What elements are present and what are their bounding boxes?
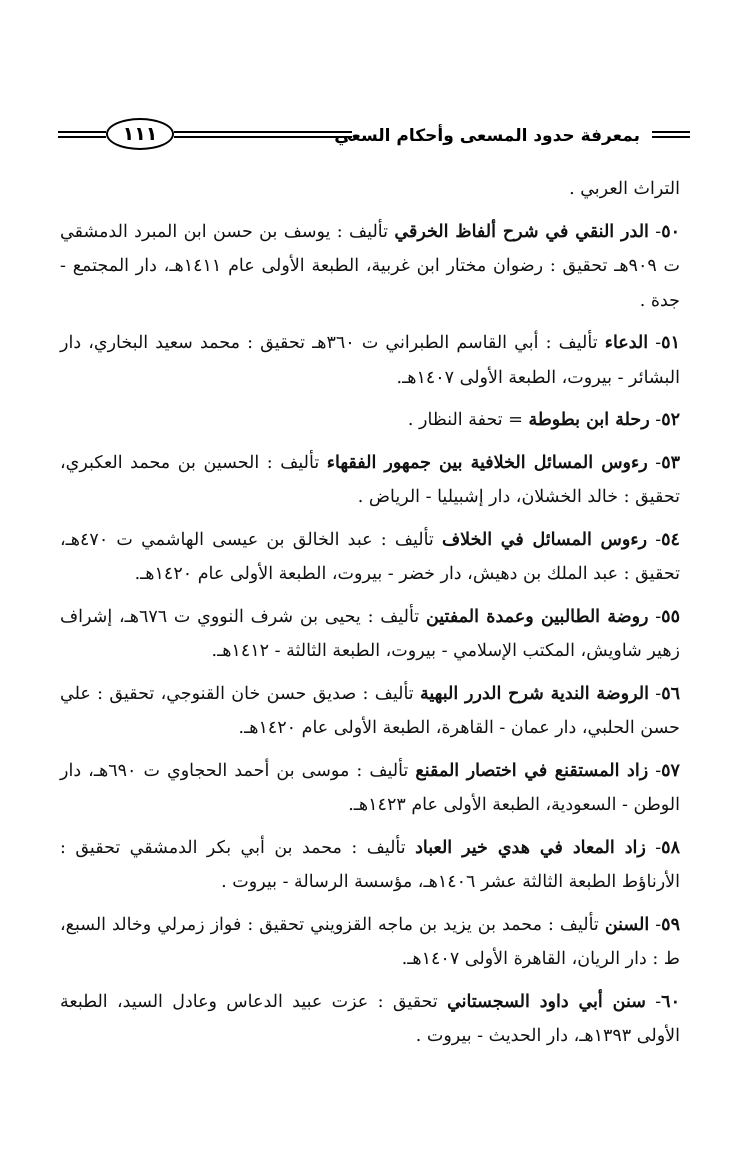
entry-title: الدعاء (604, 333, 649, 353)
bibliography-entry: ٥٧- زاد المستقنع في اختصار المقنع تأليف : موسى بن أحمد الحجاوي ت ٦٩٠هـ، دار الوطن - السعودية، الطبعة الأولى عام ١٤٢٣هـ. (60, 760, 680, 815)
entry-title: الدر النقي في شرح ألفاظ الخرقي (394, 221, 649, 242)
bibliography-entry: ٥٩- السنن تأليف : محمد بن يزيد بن ماجه القزويني تحقيق : فواز زمرلي وخالد السبع، ط : دار الريان، القاهرة الأولى ١٤٠٧هـ. (60, 914, 680, 969)
bibliography-entry: ٥٢- رحلة ابن بطوطة = تحفة النظار . (407, 410, 680, 430)
bibliography-list (60, 172, 680, 1062)
entry-details: تأليف : صديق حسن خان القنوجي، تحقيق : علي حسن الحلبي، دار عمان - القاهرة، الطبعة الأولى عام ١٤٢٠هـ. (60, 683, 680, 738)
bibliography-entry: ٥٥- روضة الطالبين وعمدة المفتين تأليف : يحيى بن شرف النووي ت ٦٧٦هـ، إشراف زهير شاويش، المكتب الإسلامي - بيروت، الطبعة الثالثة - ١٤١٢هـ. (60, 606, 680, 661)
entry-title: روضة الطالبين وعمدة المفتين (425, 606, 649, 627)
entry-title: رحلة ابن بطوطة (528, 410, 650, 430)
entry-number: ٥٢ (661, 410, 680, 430)
bibliography-entry: ٥١- الدعاء تأليف : أبي القاسم الطبراني ت ٣٦٠هـ تحقيق : محمد سعيد البخاري، دار البشائر - بيروت، الطبعة الأولى ١٤٠٧هـ. (60, 333, 680, 388)
running-head (58, 112, 690, 156)
entry-number: ٦٠ (661, 991, 680, 1012)
entry-number: ٥١ (661, 333, 680, 353)
entry-number: ٥٣ (661, 452, 680, 473)
entry-details: تأليف : أبي القاسم الطبراني ت ٣٦٠هـ تحقيق : محمد سعيد البخاري، دار البشائر - بيروت، الطبعة الأولى ١٤٠٧هـ. (60, 333, 680, 388)
bibliography-entry: ٥٠- الدر النقي في شرح ألفاظ الخرقي تأليف : يوسف بن حسن ابن المبرد الدمشقي ت ٩٠٩هـ تحقيق : رضوان مختار ابن غربية، الطبعة الأولى عام ١٤١١هـ، دار المجتمع - جدة . (60, 221, 681, 311)
intro-line: التراث العربي . (569, 179, 680, 199)
header-rule-right (652, 131, 690, 138)
entry-number: ٥٠ (661, 221, 680, 242)
entry-title: زاد المعاد في هدي خير العباد (415, 837, 646, 858)
page-number: ١١١ (106, 118, 174, 150)
header-rule-middle (174, 131, 352, 138)
bibliography-entry: ٦٠- سنن أبي داود السجستاني تحقيق : عزت عبيد الدعاس وعادل السيد، الطبعة الأولى ١٣٩٣هـ، دار الحديث - بيروت . (60, 991, 680, 1046)
entry-details: تأليف : يوسف بن حسن ابن المبرد الدمشقي ت ٩٠٩هـ تحقيق : رضوان مختار ابن غربية، الطبعة الأولى عام ١٤١١هـ، دار المجتمع - جدة . (60, 221, 681, 311)
entry-number: ٥٧ (661, 760, 680, 781)
bibliography-entry: ٥٣- رءوس المسائل الخلافية بين جمهور الفقهاء تأليف : الحسين بن محمد العكبري، تحقيق : خالد الخشلان، دار إشبيليا - الرياض . (60, 452, 680, 507)
entry-title: زاد المستقنع في اختصار المقنع (415, 760, 649, 781)
entry-number: ٥٨ (661, 837, 680, 858)
entry-details: تأليف : يحيى بن شرف النووي ت ٦٧٦هـ، إشراف زهير شاويش، المكتب الإسلامي - بيروت، الطبعة الثالثة - ١٤١٢هـ. (60, 606, 680, 661)
entry-title: سنن أبي داود السجستاني (447, 991, 646, 1012)
entry-details: تأليف : عبد الخالق بن عيسى الهاشمي ت ٤٧٠هـ، تحقيق : عبد الملك بن دهيش، دار خضر - بيروت، الطبعة الأولى عام ١٤٢٠هـ. (60, 529, 680, 584)
entry-number: ٥٦ (661, 683, 680, 704)
entry-details: تأليف : الحسين بن محمد العكبري، تحقيق : خالد الخشلان، دار إشبيليا - الرياض . (60, 452, 680, 507)
entry-number: ٥٤ (661, 529, 680, 550)
entry-title: رءوس المسائل في الخلاف (441, 529, 648, 550)
running-head-title: بمعرفة حدود المسعى وأحكام السعي (334, 126, 640, 146)
entry-details: = تحفة النظار . (407, 410, 523, 430)
entry-title: رءوس المسائل الخلافية بين جمهور الفقهاء (326, 452, 648, 473)
entry-title: السنن (604, 914, 650, 935)
entry-details: تأليف : موسى بن أحمد الحجاوي ت ٦٩٠هـ، دار الوطن - السعودية، الطبعة الأولى عام ١٤٢٣هـ. (60, 760, 680, 815)
entry-details: تحقيق : عزت عبيد الدعاس وعادل السيد، الطبعة الأولى ١٣٩٣هـ، دار الحديث - بيروت . (60, 991, 680, 1046)
bibliography-entry: ٥٦- الروضة الندية شرح الدرر البهية تأليف : صديق حسن خان القنوجي، تحقيق : علي حسن الحلبي، دار عمان - القاهرة، الطبعة الأولى عام ١٤٢٠هـ. (60, 683, 680, 738)
entry-number: ٥٥ (661, 606, 680, 627)
header-rule-left (58, 131, 106, 138)
bibliography-entry: ٥٨- زاد المعاد في هدي خير العباد تأليف : محمد بن أبي بكر الدمشقي تحقيق : الأرناؤط الطبعة الثالثة عشر ١٤٠٦هـ، مؤسسة الرسالة - بيروت . (60, 837, 680, 892)
entry-details: تأليف : محمد بن يزيد بن ماجه القزويني تحقيق : فواز زمرلي وخالد السبع، ط : دار الريان، القاهرة الأولى ١٤٠٧هـ. (60, 914, 680, 969)
entry-details: تأليف : محمد بن أبي بكر الدمشقي تحقيق : الأرناؤط الطبعة الثالثة عشر ١٤٠٦هـ، مؤسسة الرسالة - بيروت . (60, 837, 680, 892)
bibliography-entry: ٥٤- رءوس المسائل في الخلاف تأليف : عبد الخالق بن عيسى الهاشمي ت ٤٧٠هـ، تحقيق : عبد الملك بن دهيش، دار خضر - بيروت، الطبعة الأولى عام ١٤٢٠هـ. (60, 529, 680, 584)
entry-number: ٥٩ (661, 914, 680, 935)
entry-title: الروضة الندية شرح الدرر البهية (420, 683, 649, 704)
